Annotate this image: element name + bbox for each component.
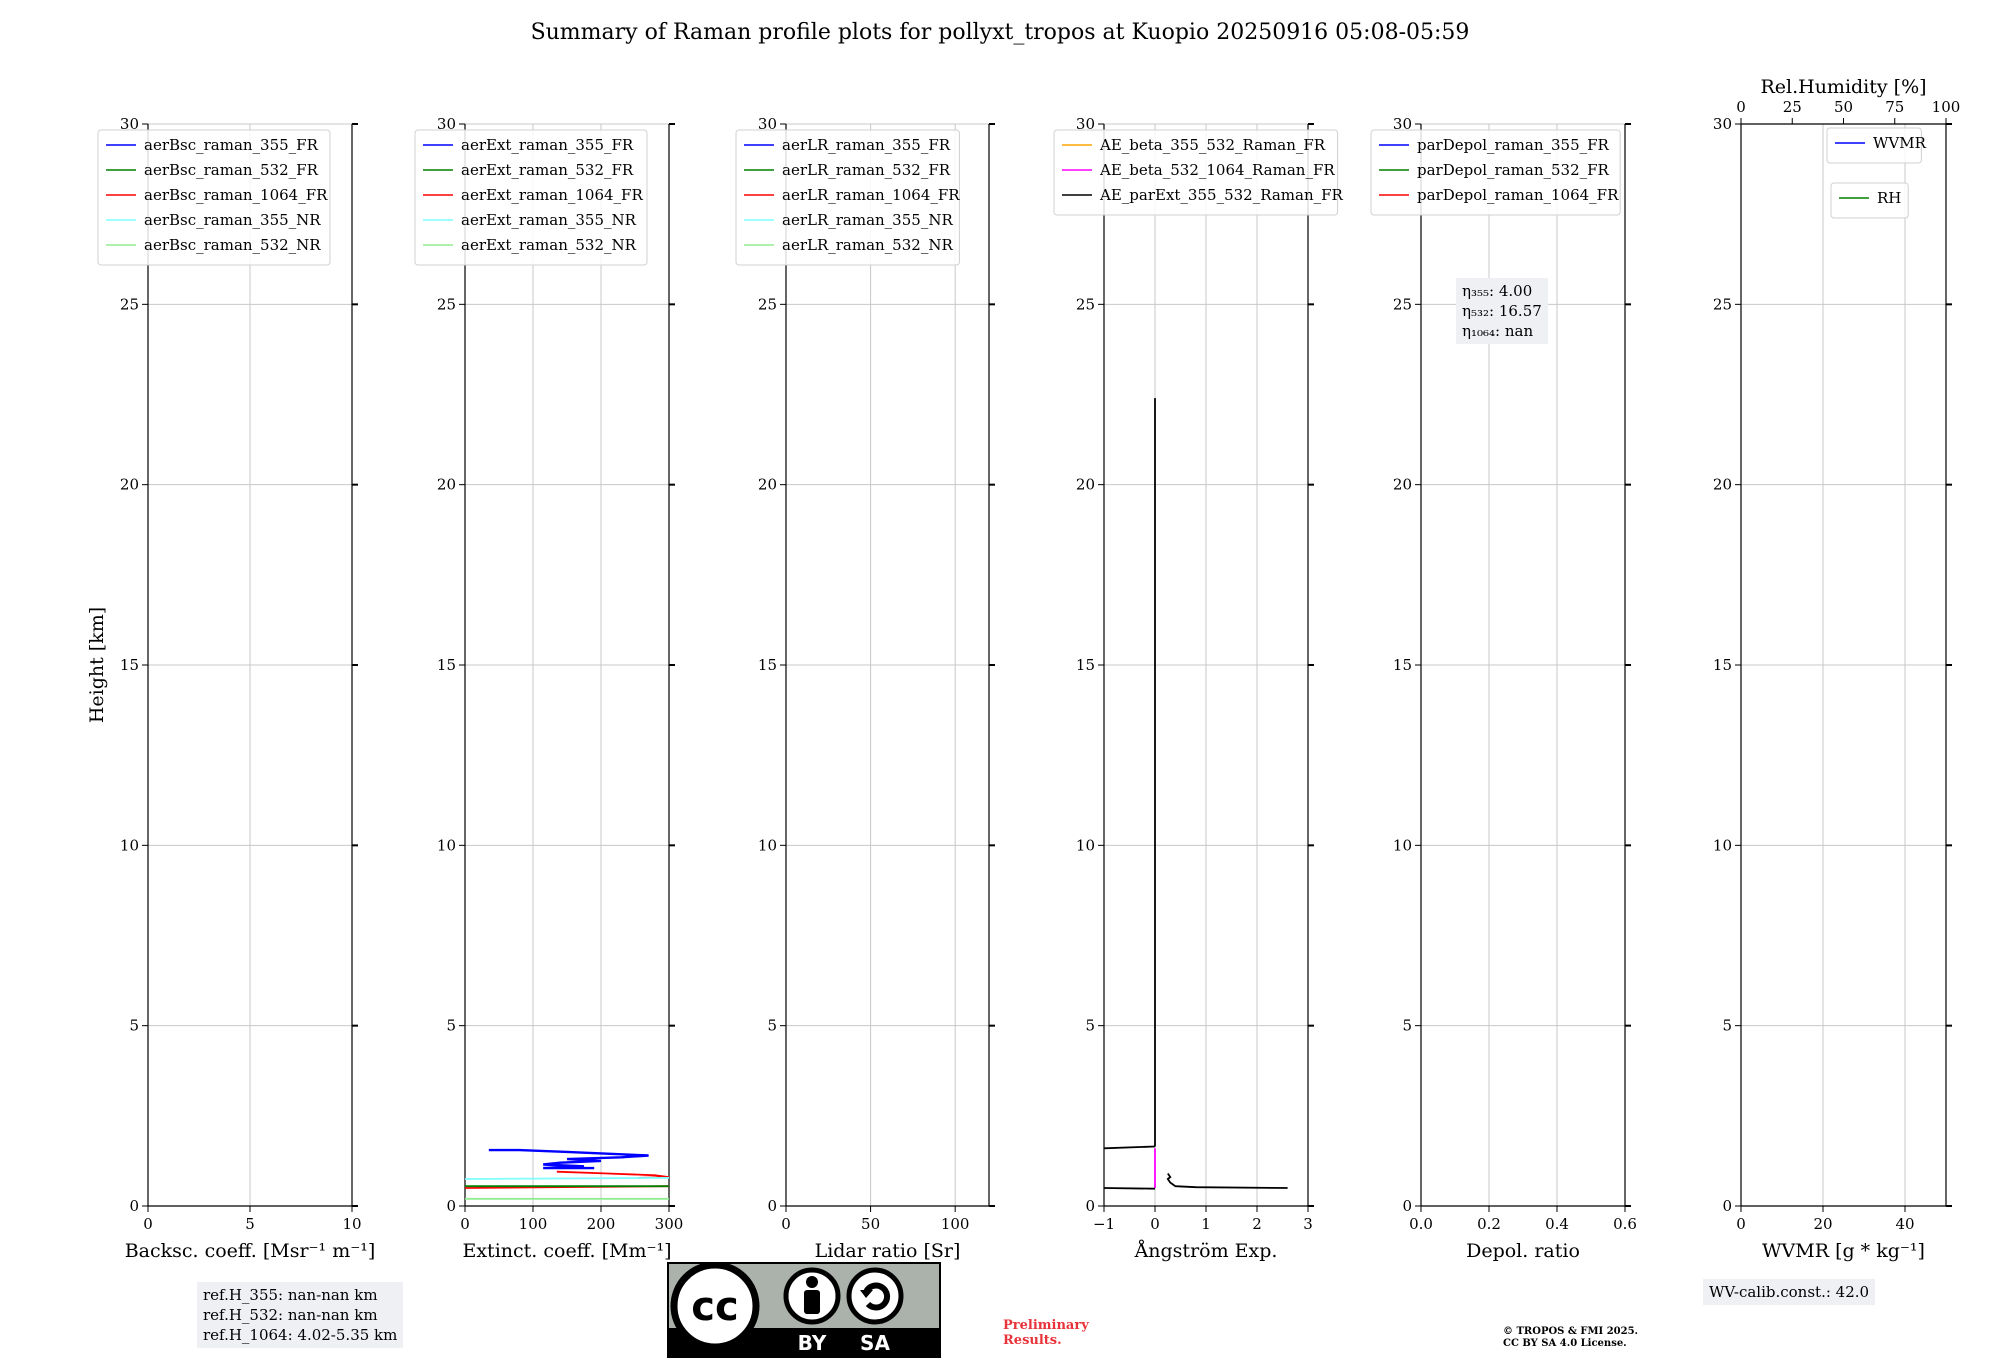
x-tick-label: 5 (245, 1215, 255, 1233)
legend-entry: aerExt_raman_532_FR (461, 161, 634, 179)
panel-4 (1054, 124, 1338, 1212)
series-line-cyan (465, 1178, 669, 1179)
legend-entry: parDepol_raman_355_FR (1417, 136, 1609, 154)
y-tick-label: 5 (446, 1016, 456, 1035)
legend-entry: AE_beta_532_1064_Raman_FR (1100, 161, 1335, 179)
y-tick-label: 15 (1075, 656, 1095, 674)
y-tick-label: 5 (1085, 1016, 1095, 1035)
top-x-tick-label: 50 (1833, 98, 1854, 116)
x-axis-label: Ångström Exp. (1134, 1240, 1278, 1262)
y-tick-label: 0 (1402, 1197, 1412, 1215)
y-tick-label: 15 (119, 656, 139, 674)
figure-title: Summary of Raman profile plots for pollyxt_tropos at Kuopio 20250916 05:08-05:59 (530, 20, 1470, 45)
copyright-note (1503, 1326, 1638, 1350)
eta-532: η₅₃₂: 16.57 (1462, 302, 1542, 320)
x-tick-label: 0.2 (1477, 1215, 1501, 1233)
prelim-line-1: Preliminary (1003, 1318, 1089, 1333)
sa-share-alike-icon (849, 1270, 901, 1322)
legend-entry: aerExt_raman_355_FR (461, 136, 634, 154)
top-axis-label: Rel.Humidity [%] (1760, 76, 1927, 98)
legend-rh-entry: RH (1877, 189, 1902, 207)
y-tick-label: 25 (1712, 295, 1732, 314)
x-tick-label: 40 (1895, 1215, 1915, 1233)
y-tick-label: 5 (767, 1016, 777, 1035)
y-tick-label: 0 (767, 1197, 777, 1215)
y-tick-label: 15 (1392, 656, 1412, 674)
legend-entry: aerBsc_raman_355_NR (144, 211, 321, 229)
x-tick-label: 0.4 (1545, 1215, 1569, 1233)
x-tick-label: 0 (143, 1215, 153, 1233)
ref-h-532: ref.H_532: nan-nan km (203, 1306, 378, 1324)
y-tick-label: 30 (436, 115, 456, 133)
x-tick-label: 0 (1150, 1215, 1160, 1233)
x-tick-label: 0.6 (1613, 1215, 1637, 1233)
legend-entry: parDepol_raman_532_FR (1417, 161, 1609, 179)
y-tick-label: 30 (757, 115, 777, 133)
y-tick-label: 0 (1722, 1197, 1732, 1215)
y-tick-label: 0 (446, 1197, 456, 1215)
y-tick-label: 30 (1712, 115, 1732, 133)
y-tick-label: 10 (436, 836, 456, 855)
legend-entry: aerLR_raman_355_NR (782, 211, 953, 229)
legend-entry: WVMR (1873, 134, 1926, 152)
y-tick-label: 0 (129, 1197, 139, 1215)
x-tick-label: 100 (940, 1215, 970, 1233)
x-tick-label: 200 (586, 1215, 616, 1233)
legend-entry: AE_parExt_355_532_Raman_FR (1100, 186, 1343, 204)
y-tick-label: 30 (119, 115, 139, 133)
legend-entry: aerBsc_raman_532_FR (144, 161, 318, 179)
wv-calib-const: WV-calib.const.: 42.0 (1709, 1283, 1870, 1301)
y-tick-label: 10 (119, 836, 139, 855)
x-tick-label: 2 (1252, 1215, 1262, 1233)
y-tick-label: 25 (757, 295, 777, 314)
y-tick-label: 20 (1392, 475, 1412, 494)
legend-entry: aerBsc_raman_1064_FR (144, 186, 328, 204)
ref-h-355: ref.H_355: nan-nan km (203, 1286, 378, 1304)
legend-entry: parDepol_raman_1064_FR (1417, 186, 1619, 204)
legend-entry: aerBsc_raman_532_NR (144, 236, 321, 254)
x-tick-label: 0 (460, 1215, 470, 1233)
eta-1064: η₁₀₆₄: nan (1462, 322, 1534, 340)
y-tick-label: 15 (1712, 656, 1732, 674)
ref-h-1064: ref.H_1064: 4.02-5.35 km (203, 1326, 398, 1344)
x-axis-label: Extinct. coeff. [Mm⁻¹] (462, 1240, 672, 1262)
y-tick-label: 5 (1402, 1016, 1412, 1035)
series-line-black (1104, 1188, 1155, 1189)
series-line-blue (489, 1150, 649, 1168)
series-line-black (1104, 1147, 1155, 1149)
prelim-line-2: Results. (1003, 1333, 1062, 1348)
legend-entry: aerBsc_raman_355_FR (144, 136, 318, 154)
y-tick-label: 5 (129, 1016, 139, 1035)
x-tick-label: 10 (342, 1215, 362, 1233)
x-tick-label: −1 (1092, 1215, 1116, 1233)
top-x-tick-label: 100 (1931, 98, 1961, 116)
y-tick-label: 15 (436, 656, 456, 674)
y-tick-label: 30 (1392, 115, 1412, 133)
cc-text: cc (691, 1284, 739, 1330)
panel-6 (1735, 118, 1952, 1212)
y-tick-label: 5 (1722, 1016, 1732, 1035)
legend-entry: aerLR_raman_355_FR (782, 136, 951, 154)
y-tick-label: 20 (1075, 475, 1095, 494)
y-tick-label: 30 (1075, 115, 1095, 133)
y-tick-label: 10 (1392, 836, 1412, 855)
legend-entry: aerLR_raman_1064_FR (782, 186, 960, 204)
by-label: BY (797, 1331, 827, 1355)
x-tick-label: 0 (781, 1215, 791, 1233)
eta-355: η₃₅₅: 4.00 (1462, 282, 1533, 300)
x-tick-label: 1 (1201, 1215, 1211, 1233)
y-tick-label: 25 (1075, 295, 1095, 314)
legend-entry: aerLR_raman_532_FR (782, 161, 951, 179)
x-axis-label: Depol. ratio (1466, 1240, 1580, 1262)
legend-entry: aerExt_raman_355_NR (461, 211, 636, 229)
legend-entry: AE_beta_355_532_Raman_FR (1100, 136, 1326, 154)
x-tick-label: 100 (518, 1215, 548, 1233)
y-tick-label: 25 (436, 295, 456, 314)
angstrom-eta-box (1456, 278, 1548, 344)
x-tick-label: 0 (1736, 1215, 1746, 1233)
reference-height-box (197, 1282, 403, 1348)
y-tick-label: 20 (1712, 475, 1732, 494)
legend-entry: aerLR_raman_532_NR (782, 236, 953, 254)
y-tick-label: 15 (757, 656, 777, 674)
cc-by-sa-logo (667, 1262, 941, 1358)
y-axis-label: Height [km] (86, 606, 108, 724)
x-tick-label: 300 (654, 1215, 684, 1233)
copyright-line-2: CC BY SA 4.0 License. (1503, 1338, 1627, 1349)
x-tick-label: 3 (1303, 1215, 1313, 1233)
preliminary-results-note (1003, 1318, 1089, 1348)
wv-calib-box (1703, 1279, 1875, 1305)
top-x-tick-label: 75 (1885, 98, 1905, 116)
series-line-black (1168, 1174, 1288, 1189)
x-tick-label: 50 (861, 1215, 881, 1233)
sa-label: SA (860, 1331, 890, 1355)
x-tick-label: 0.0 (1409, 1215, 1433, 1233)
y-tick-label: 20 (436, 475, 456, 494)
x-axis-label: WVMR [g * kg⁻¹] (1762, 1240, 1925, 1262)
y-tick-label: 10 (757, 836, 777, 855)
x-axis-label: Lidar ratio [Sr] (814, 1240, 961, 1262)
y-tick-label: 25 (1392, 295, 1412, 314)
x-tick-label: 20 (1813, 1215, 1833, 1233)
copyright-line-1: © TROPOS & FMI 2025. (1503, 1326, 1639, 1337)
y-tick-label: 20 (119, 475, 139, 494)
y-tick-label: 0 (1085, 1197, 1095, 1215)
legend-entry: aerExt_raman_1064_FR (461, 186, 643, 204)
series-line-red (557, 1172, 669, 1178)
legend-entry: aerExt_raman_532_NR (461, 236, 636, 254)
top-x-tick-label: 25 (1782, 98, 1802, 116)
x-axis-label: Backsc. coeff. [Msr⁻¹ m⁻¹] (124, 1240, 376, 1262)
y-tick-label: 10 (1712, 836, 1732, 855)
top-x-tick-label: 0 (1736, 98, 1746, 116)
y-tick-label: 20 (757, 475, 777, 494)
y-tick-label: 10 (1075, 836, 1095, 855)
y-tick-label: 25 (119, 295, 139, 314)
